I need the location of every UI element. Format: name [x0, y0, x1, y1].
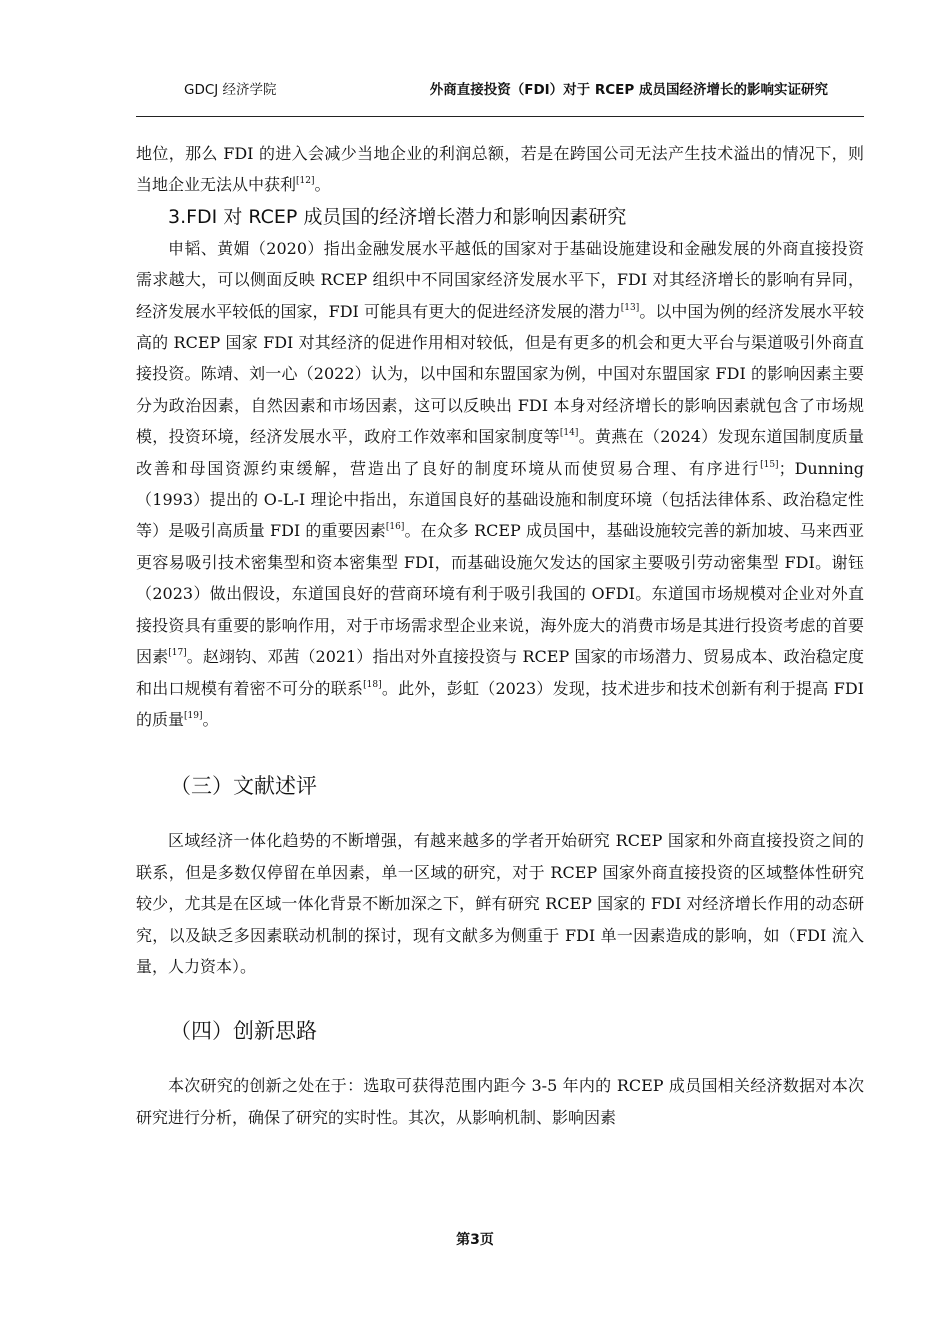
text: 。赵翊钧、邓茜（2021）指出对外直接投资与 RCEP 国家的市场潜力、贸易成本、政治稳定度和出口规模有着密不可分的联系	[136, 647, 864, 698]
citation-ref: [19]	[184, 710, 203, 721]
page-number: 第3页	[456, 1232, 494, 1248]
citation-ref: [17]	[168, 648, 187, 659]
citation-ref: [12]	[296, 176, 315, 187]
text: 。以中国为例的经济发展水平较高的 RCEP 国家 FDI 对其经济的促进作用相对较低，但是有更多的机会和更大平台与渠道吸引外商直接投资。陈靖、刘一心（2022）认为，以中国和东盟国家为例，中国对东盟国家 FDI 的影响因素主要分为政治因素，自然因素和市场因素，这可以反映出 FDI 本身对经济增长的影响因素就包含了市场规模，投资环境，经济发展水平，政府工作效率和国家制度等	[136, 301, 864, 447]
text: 。此外，彭虹（2023）发现，技术进步和技术创新有利于提高 FDI 的质量	[136, 678, 864, 729]
text: 。在众多 RCEP 成员国中，基础设施较完善的新加坡、马来西亚更容易吸引技术密集型和资本密集型 FDI，而基础设施欠发达的国家主要吸引劳动密集型 FDI。谢钰（2023）做出假设，东道国良好的营商环境有利于吸引我国的 OFDI。东道国市场规模对企业对外直接投资具有重要的影响作用，对于市场需求型企业来说，海外庞大的消费市场是其进行投资考虑的首要因素	[136, 521, 864, 667]
citation-ref: [18]	[363, 679, 382, 690]
innovation-paragraph: 本次研究的创新之处在于：选取可获得范围内距今 3-5 年内的 RCEP 成员国相关经济数据对本次研究进行分析，确保了研究的实时性。其次，从影响机制、影响因素	[136, 1076, 864, 1127]
text: 。	[202, 709, 219, 729]
text: 地位，那么 FDI 的进入会减少当地企业的利润总额，若是在跨国公司无法产生技术溢出的情况下，则当地企业无法从中获利	[136, 144, 864, 195]
subsection-title: 3.FDI 对 RCEP 成员国的经济增长潜力和影响因素研究	[168, 205, 627, 228]
header-right-title: 外商直接投资（FDI）对于 RCEP 成员国经济增长的影响实证研究	[429, 82, 828, 98]
continued-paragraph	[136, 138, 864, 201]
text: 申韬、黄媚（2020）指出金融发展水平越低的国家对于基础设施建设和金融发展的外商直接投资需求越大，可以侧面反映 RCEP 组织中不同国家经济发展水平下，FDI 对其经济增长的影响有异同，经济发展水平较低的国家，FDI 可能具有更大的促进经济发展的潜力	[136, 238, 864, 321]
citation-ref: [13]	[620, 302, 640, 313]
subsection-paragraph	[136, 233, 864, 736]
citation-ref: [16]	[385, 522, 405, 533]
page-content	[136, 138, 864, 1133]
text: 。	[314, 175, 331, 195]
section-title-innovation: （四）创新思路	[170, 1019, 317, 1044]
section-title-literature-review: （三）文献述评	[170, 774, 317, 799]
citation-ref: [15]	[760, 459, 779, 470]
text: 。黄燕在（2024）发现东道国制度质量改善和母国资源约束缓解，营造出了良好的制度环境从而使贸易合理、有序进行	[136, 427, 864, 478]
page-header	[136, 70, 864, 117]
text: ；Dunning（1993）提出的 O-L-I 理论中指出，东道国良好的基础设施和制度环境（包括法律体系、政治稳定性等）是吸引高质量 FDI 的重要因素	[136, 458, 864, 541]
literature-review-paragraph: 区域经济一体化趋势的不断增强，有越来越多的学者开始研究 RCEP 国家和外商直接投资之间的联系，但是多数仅停留在单因素，单一区域的研究，对于 RCEP 国家外商直接投资的区域整体性研究较少，尤其是在区域一体化背景不断加深之下，鲜有研究 RCEP 国家的 FDI 对经济增长作用的动态研究，以及缺乏多因素联动机制的探讨，现有文献多为侧重于 FDI 单一因素造成的影响，如（FDI 流入量，人力资本）。	[136, 831, 864, 976]
citation-ref: [14]	[559, 428, 579, 439]
header-left-text: GDCJ 经济学院	[184, 82, 277, 98]
